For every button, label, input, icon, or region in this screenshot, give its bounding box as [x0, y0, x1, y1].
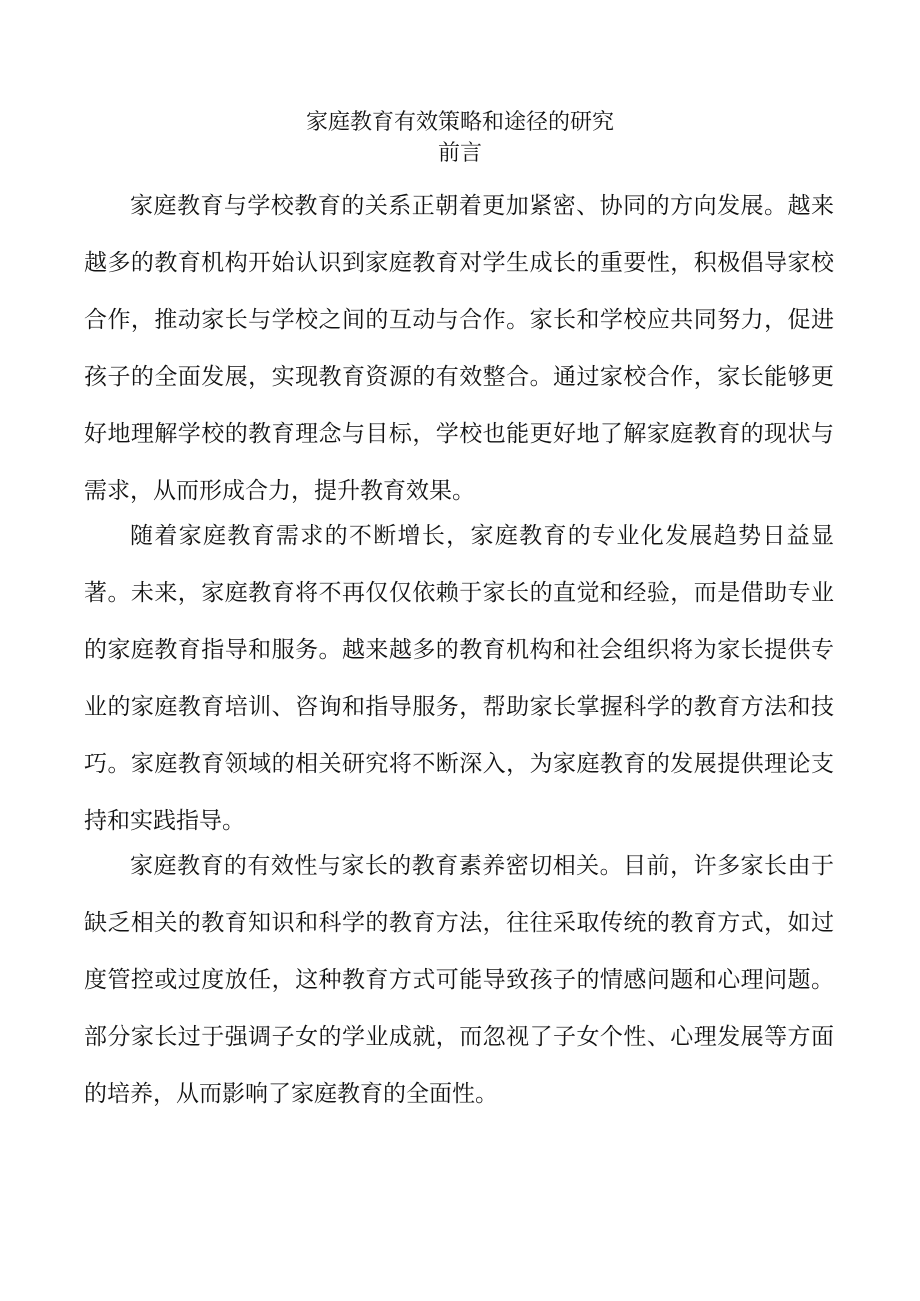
section-heading: 前言 [437, 141, 482, 166]
body-paragraph-1: 家庭教育与学校教育的关系正朝着更加紧密、协同的方向发展。越来越多的教育机构开始认识到家庭教育对学生成长的重要性，积极倡导家校合作，推动家长与学校之间的互动与合作。家长和学校应共同努力，促进孩子的全面发展，实现教育资源的有效整合。通过家校合作，家长能够更好地理解学校的教育理念与目标，学校也能更好地了解家庭教育的现状与需求，从而形成合力，提升教育效果。 [84, 193, 834, 504]
document-title: 家庭教育有效策略和途径的研究 [305, 110, 614, 135]
body-paragraph-2: 随着家庭教育需求的不断增长，家庭教育的专业化发展趋势日益显著。未来，家庭教育将不再仅仅依赖于家长的直觉和经验，而是借助专业的家庭教育指导和服务。越来越多的教育机构和社会组织将为家长提供专业的家庭教育培训、咨询和指导服务，帮助家长掌握科学的教育方法和技巧。家庭教育领域的相关研究将不断深入，为家庭教育的发展提供理论支持和实践指导。 [84, 523, 834, 834]
body-paragraph-3: 家庭教育的有效性与家长的教育素养密切相关。目前，许多家长由于缺乏相关的教育知识和科学的教育方法，往往采取传统的教育方式，如过度管控或过度放任，这种教育方式可能导致孩子的情感问题和心理问题。部分家长过于强调子女的学业成就，而忽视了子女个性、心理发展等方面的培养，从而影响了家庭教育的全面性。 [84, 853, 834, 1107]
